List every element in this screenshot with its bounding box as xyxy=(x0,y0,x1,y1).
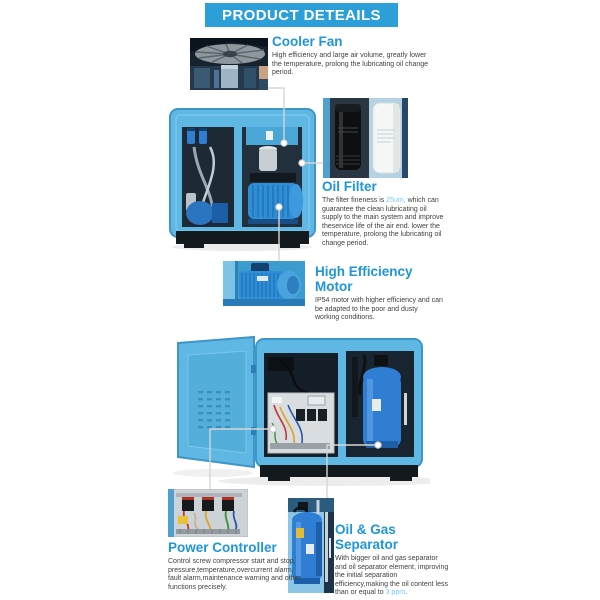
motor-section xyxy=(315,264,443,323)
power-controller-body: Control screw compressor start and stop, pressure,temperature,overcurrent alarm, fault alarm,maintenance warning and other functions precisely. xyxy=(168,558,301,591)
page-title: PRODUCT DETEAILS xyxy=(222,6,381,24)
compressor-cabinet-open-photo xyxy=(168,335,430,487)
separator-body: With bigger oil and gas separator and oil separator element, improving the initial separation efficiency,making the oil content less than or equal to 3 ppm. xyxy=(335,555,449,597)
oil-filter-highlight: 25um, xyxy=(386,197,406,204)
oil-filter-section xyxy=(322,179,444,248)
separator-highlight: 3 ppm xyxy=(385,589,406,597)
cooler-fan-heading: Cooler Fan xyxy=(272,34,343,49)
page-title-bar xyxy=(205,3,398,27)
separator-heading: Oil & Gas Separator xyxy=(335,522,399,552)
compressor-open-front-photo xyxy=(168,107,317,251)
cooler-fan-body: High efficiency and large air volume, greatly lower the temperature, prolong the lubricating oil change period. xyxy=(272,52,429,77)
power-controller-section xyxy=(168,540,306,592)
power-controller-photo xyxy=(168,489,248,537)
cooler-fan-section xyxy=(272,34,432,78)
oil-filter-heading: Oil Filter xyxy=(322,179,377,194)
separator-section xyxy=(335,522,449,598)
cooler-fan-photo xyxy=(190,38,268,90)
oil-filter-photo xyxy=(323,98,408,178)
motor-body: IP54 motor with higher efficiency and can be adapted to the poor and dusty working conditions. xyxy=(315,297,443,322)
oil-filter-body: The filter fineness is 25um, which can guarantee the clean lubricating oil supply to the main system and improve theservice life of the air end. lower the temperature, prolong the lubricating oil change period. xyxy=(322,197,444,247)
motor-photo xyxy=(223,261,305,306)
motor-heading: High Efficiency Motor xyxy=(315,264,413,294)
power-controller-heading: Power Controller xyxy=(168,540,277,555)
